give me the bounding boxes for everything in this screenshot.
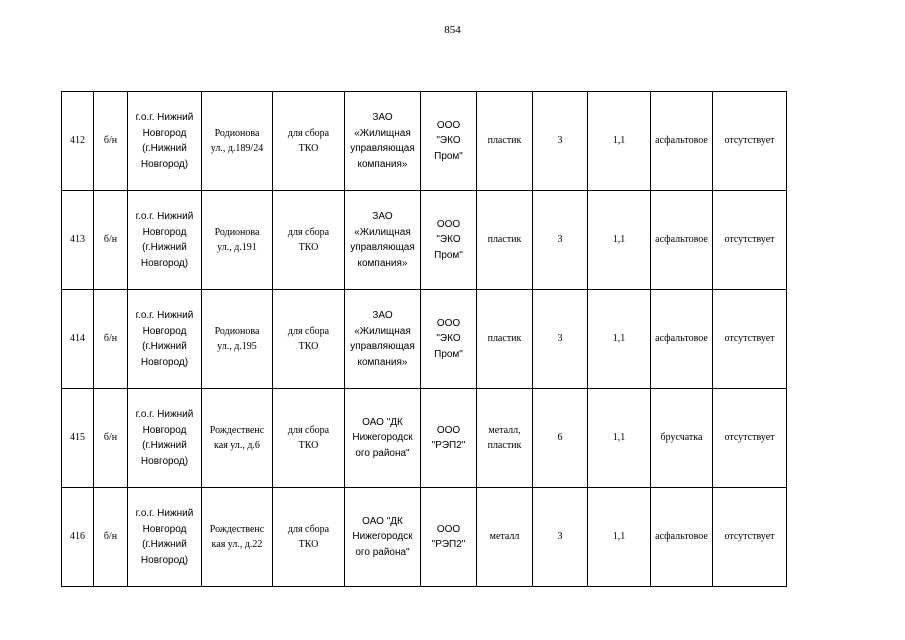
cell-purpose-line: для сбора [287, 127, 330, 139]
cell-purpose-line: для сбора [287, 424, 330, 436]
cell-purpose-line: ТКО [298, 242, 319, 253]
cell-owner-line: управляющая [350, 143, 415, 154]
cell-owner-line: компания» [357, 158, 408, 170]
cell-count: 6 [533, 389, 588, 488]
cell-address-line: Рождественс [209, 424, 265, 436]
cell-address-line: ул., д.189/24 [210, 143, 264, 154]
cell-count: 3 [533, 191, 588, 290]
cell-material [477, 92, 533, 191]
cell-purpose-line: для сбора [287, 523, 330, 535]
cell-material-line: пластик [487, 135, 522, 147]
cell-bn: б/н [94, 191, 128, 290]
cell-fence: отсутствует [713, 389, 787, 488]
cell-owner [345, 290, 421, 389]
table-row [62, 92, 787, 191]
cell-count: 3 [533, 290, 588, 389]
cell-address-line: ул., д.195 [217, 341, 257, 352]
cell-material [477, 191, 533, 290]
cell-owner-line: компания» [357, 356, 408, 368]
cell-address [202, 290, 273, 389]
cell-locality [128, 191, 202, 290]
cell-purpose-line: ТКО [298, 440, 319, 451]
cell-purpose-line: ТКО [298, 143, 319, 154]
cell-volume: 1,1 [588, 92, 651, 191]
cell-locality-line: Новгород) [140, 158, 189, 170]
cell-operator [421, 488, 477, 587]
cell-purpose [273, 191, 345, 290]
cell-purpose [273, 389, 345, 488]
cell-owner-line: «Жилищная [354, 226, 411, 238]
cell-locality-line: (г.Нижний [142, 341, 187, 352]
cell-count: 3 [533, 488, 588, 587]
cell-material-line: металл, [488, 424, 521, 436]
cell-operator [421, 191, 477, 290]
cell-owner-line: ЗАО [372, 211, 393, 222]
cell-owner [345, 389, 421, 488]
cell-owner-line: ОАО "ДК [362, 515, 403, 527]
cell-number: 415 [62, 389, 94, 488]
cell-locality-line: Новгород [142, 226, 187, 238]
cell-fence: отсутствует [713, 92, 787, 191]
cell-purpose-line: ТКО [298, 539, 319, 550]
cell-operator-line: Пром" [434, 150, 463, 162]
cell-operator-line: "ЭКО [436, 234, 461, 246]
cell-address [202, 191, 273, 290]
cell-locality-line: г.о.г. Нижний [135, 508, 194, 519]
cell-operator [421, 389, 477, 488]
cell-purpose [273, 290, 345, 389]
cell-operator-line: ООО [436, 218, 461, 230]
cell-surface: асфальтовое [651, 92, 713, 191]
cell-locality-line: г.о.г. Нижний [135, 211, 194, 222]
cell-bn: б/н [94, 290, 128, 389]
cell-locality-line: (г.Нижний [142, 143, 187, 154]
cell-purpose-line: для сбора [287, 226, 330, 238]
cell-number: 412 [62, 92, 94, 191]
cell-operator-line: ООО [436, 523, 461, 535]
cell-number: 413 [62, 191, 94, 290]
cell-locality-line: г.о.г. Нижний [135, 112, 194, 123]
cell-volume: 1,1 [588, 290, 651, 389]
cell-bn: б/н [94, 92, 128, 191]
cell-operator-line: Пром" [434, 249, 463, 261]
page-number: 854 [444, 24, 461, 36]
table-row [62, 290, 787, 389]
cell-owner-line: «Жилищная [354, 127, 411, 139]
cell-locality-line: Новгород [142, 523, 187, 535]
table-row [62, 191, 787, 290]
cell-owner-line: ЗАО [372, 112, 393, 123]
cell-material [477, 290, 533, 389]
cell-operator-line: ООО [436, 424, 461, 436]
cell-material [477, 389, 533, 488]
cell-surface: асфальтовое [651, 488, 713, 587]
cell-surface: асфальтовое [651, 191, 713, 290]
cell-locality-line: г.о.г. Нижний [135, 409, 194, 420]
cell-owner-line: управляющая [350, 242, 415, 253]
cell-surface: брусчатка [651, 389, 713, 488]
cell-owner-line: ого района" [355, 546, 410, 558]
cell-address-line: ул., д.191 [217, 242, 257, 253]
cell-owner-line: Нижегородск [352, 432, 413, 444]
cell-owner [345, 92, 421, 191]
cell-address-line: кая ул., д.22 [211, 539, 263, 550]
table-row [62, 488, 787, 587]
cell-locality [128, 389, 202, 488]
cell-operator-line: "ЭКО [436, 135, 461, 147]
cell-locality-line: Новгород) [140, 356, 189, 368]
cell-fence: отсутствует [713, 488, 787, 587]
cell-operator [421, 92, 477, 191]
cell-locality-line: Новгород [142, 424, 187, 436]
cell-address-line: кая ул., д.6 [214, 440, 260, 451]
cell-owner-line: управляющая [350, 341, 415, 352]
cell-locality-line: Новгород [142, 127, 187, 139]
cell-purpose [273, 92, 345, 191]
cell-owner-line: компания» [357, 257, 408, 269]
cell-purpose-line: для сбора [287, 325, 330, 337]
cell-locality-line: Новгород) [140, 257, 189, 269]
cell-address [202, 389, 273, 488]
cell-locality-line: Новгород) [140, 554, 189, 566]
cell-locality [128, 488, 202, 587]
cell-owner-line: ого района" [355, 447, 410, 459]
cell-locality-line: (г.Нижний [142, 440, 187, 451]
cell-surface: асфальтовое [651, 290, 713, 389]
cell-address-line: Родионова [214, 127, 260, 139]
cell-locality [128, 92, 202, 191]
table-row [62, 389, 787, 488]
cell-volume: 1,1 [588, 488, 651, 587]
cell-material-line: пластик [487, 440, 522, 451]
cell-volume: 1,1 [588, 389, 651, 488]
cell-address-line: Родионова [214, 325, 260, 337]
cell-locality-line: (г.Нижний [142, 242, 187, 253]
cell-volume: 1,1 [588, 191, 651, 290]
cell-count: 3 [533, 92, 588, 191]
cell-address [202, 488, 273, 587]
cell-material [477, 488, 533, 587]
cell-material-line: пластик [487, 234, 522, 246]
cell-operator-line: "РЭП2" [431, 539, 466, 550]
cell-owner-line: «Жилищная [354, 325, 411, 337]
cell-locality-line: Новгород) [140, 455, 189, 467]
cell-locality-line: г.о.г. Нижний [135, 310, 194, 321]
cell-operator-line: ООО [436, 119, 461, 131]
cell-locality-line: Новгород [142, 325, 187, 337]
cell-material-line: металл [489, 531, 520, 543]
cell-operator-line: ООО [436, 317, 461, 329]
cell-material-line: пластик [487, 333, 522, 345]
cell-operator [421, 290, 477, 389]
cell-owner-line: ЗАО [372, 310, 393, 321]
cell-locality [128, 290, 202, 389]
cell-address-line: Рождественс [209, 523, 265, 535]
cell-owner [345, 191, 421, 290]
cell-owner [345, 488, 421, 587]
registry-table-body [62, 92, 787, 587]
cell-fence: отсутствует [713, 191, 787, 290]
cell-locality-line: (г.Нижний [142, 539, 187, 550]
cell-operator-line: Пром" [434, 348, 463, 360]
cell-operator-line: "РЭП2" [431, 440, 466, 451]
cell-purpose-line: ТКО [298, 341, 319, 352]
cell-address [202, 92, 273, 191]
cell-fence: отсутствует [713, 290, 787, 389]
cell-operator-line: "ЭКО [436, 333, 461, 345]
cell-bn: б/н [94, 488, 128, 587]
cell-purpose [273, 488, 345, 587]
cell-owner-line: ОАО "ДК [362, 416, 403, 428]
cell-owner-line: Нижегородск [352, 531, 413, 543]
cell-address-line: Родионова [214, 226, 260, 238]
registry-table [61, 91, 787, 587]
cell-number: 416 [62, 488, 94, 587]
cell-bn: б/н [94, 389, 128, 488]
cell-number: 414 [62, 290, 94, 389]
